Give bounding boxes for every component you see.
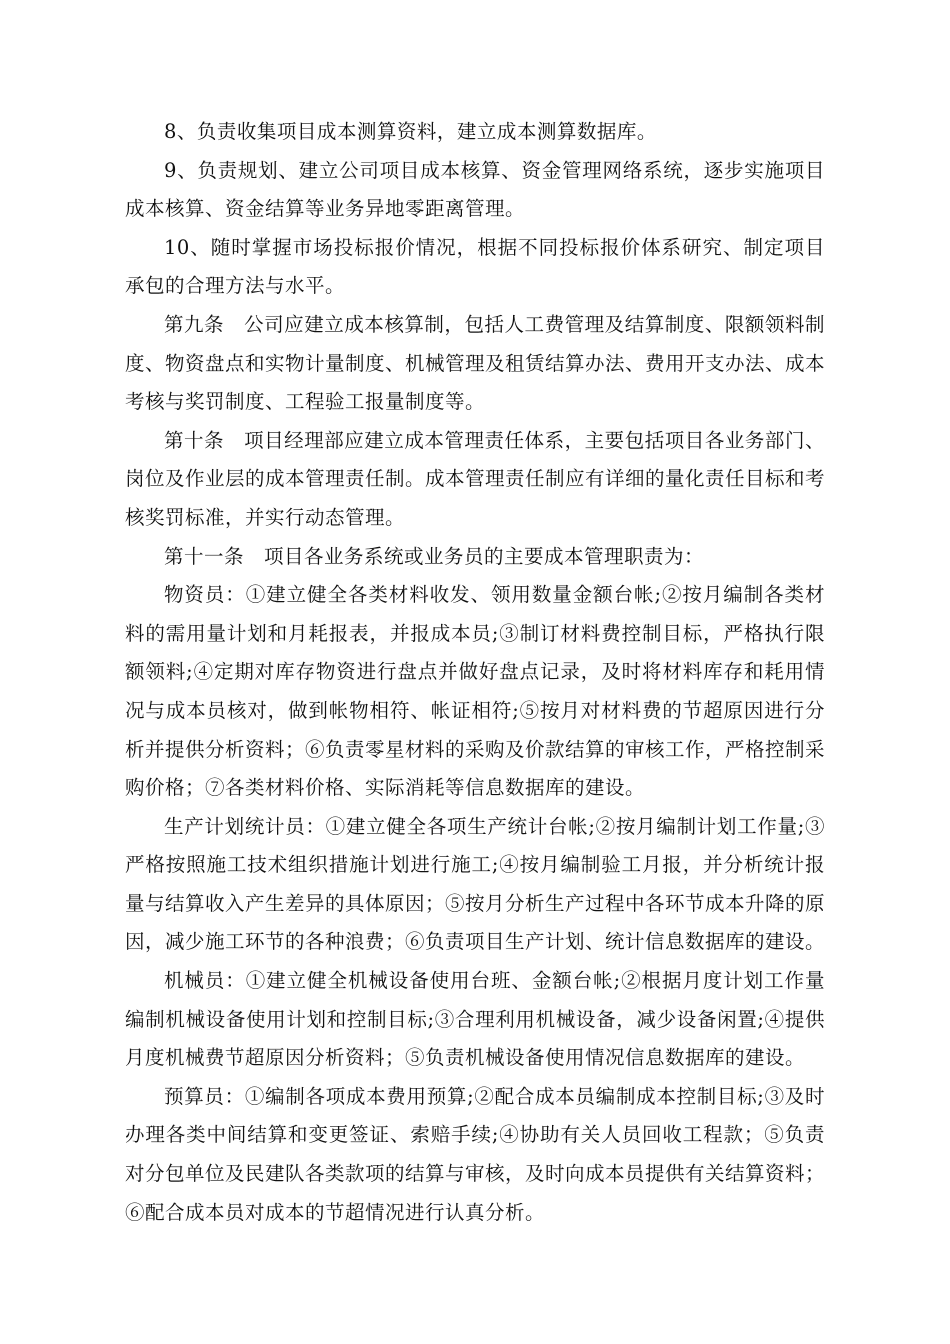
- paragraph-production-statistician: 生产计划统计员：①建立健全各项生产统计台帐;②按月编制计划工作量;③严格按照施工技术组织措施计划进行施工;④按月编制验工月报，并分析统计报量与结算收入产生差异的具体原因；⑤按月分析生产过程中各环节成本升降的原因，减少施工环节的各种浪费；⑥负责项目生产计划、统计信息数据库的建设。: [125, 814, 826, 954]
- paragraph-materials-officer: 物资员：①建立健全各类材料收发、领用数量金额台帐;②按月编制各类材料的需用量计划和月耗报表，并报成本员;③制订材料费控制目标，严格执行限额领料;④定期对库存物资进行盘点并做好盘点记录，及时将材料库存和耗用情况与成本员核对，做到帐物相符、帐证相符;⑤按月对材料费的节超原因进行分析并提供分析资料；⑥负责零星材料的采购及价款结算的审核工作，严格控制采购价格；⑦各类材料价格、实际消耗等信息数据库的建设。: [125, 583, 826, 800]
- document-body: [125, 113, 825, 1232]
- paragraph-article-11: 第十一条 项目各业务系统或业务员的主要成本管理职责为：: [164, 544, 705, 568]
- paragraph-article-9: 第九条 公司应建立成本核算制，包括人工费管理及结算制度、限额领料制度、物资盘点和实物计量制度、机械管理及租赁结算办法、费用开支办法、成本考核与奖罚制度、工程验工报量制度等。: [125, 312, 826, 414]
- paragraph-item-9: 9、负责规划、建立公司项目成本核算、资金管理网络系统，逐步实施项目成本核算、资金结算等业务异地零距离管理。: [125, 158, 825, 221]
- paragraph-item-8: 8、负责收集项目成本测算资料，建立成本测算数据库。: [164, 120, 657, 143]
- paragraph-item-10: 10、随时掌握市场投标报价情况，根据不同投标报价体系研究、制定项目承包的合理方法与水平。: [125, 235, 825, 298]
- paragraph-machinery-officer: 机械员：①建立健全机械设备使用台班、金额台帐;②根据月度计划工作量编制机械设备使用计划和控制目标;③合理利用机械设备，减少设备闲置;④提供月度机械费节超原因分析资料；⑤负责机械设备使用情况信息数据库的建设。: [125, 969, 825, 1070]
- paragraph-article-10: 第十条 项目经理部应建立成本管理责任体系，主要包括项目各业务部门、岗位及作业层的成本管理责任制。成本管理责任制应有详细的量化责任目标和考核奖罚标准，并实行动态管理。: [125, 428, 826, 529]
- paragraph-budget-officer: 预算员：①编制各项成本费用预算;②配合成本员编制成本控制目标;③及时办理各类中间结算和变更签证、索赔手续;④协助有关人员回收工程款；⑤负责对分包单位及民建队各类款项的结算与审核，及时向成本员提供有关结算资料；⑥配合成本员对成本的节超情况进行认真分析。: [125, 1084, 826, 1224]
